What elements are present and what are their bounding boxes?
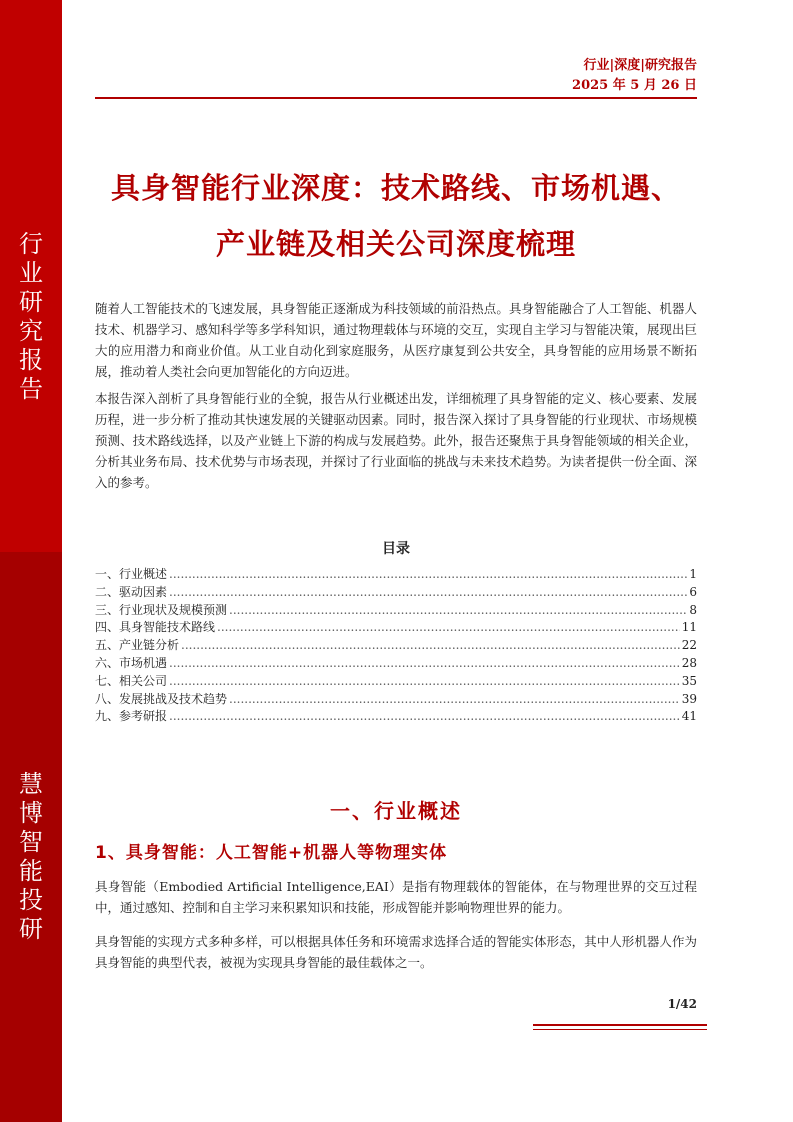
title-line-2: 产业链及相关公司深度梳理 <box>215 227 576 261</box>
intro-paragraph-1: 随着人工智能技术的飞速发展，具身智能正逐渐成为科技领域的前沿热点。具身智能融合了人工智能、机器人技术、机器学习、感知科学等多学科知识，通过物理载体与环境的交互，实现自主学习与智能决策，展现出巨大的应用潜力和商业价值。从工业自动化到家庭服务，从医疗康复到公共安全，具身智能的应用场景不断拓展，推动着人类社会向更加智能化的方向迈进。 <box>95 301 697 379</box>
toc-item[interactable]: 三、行业现状及规模预测 ..... 8 <box>95 602 697 620</box>
section-paragraph-1: 具身智能（Embodied Artificial Intelligence,EAI）是指有物理载体的智能体，在与物理世界的交互过程中，通过感知、控制和自主学习来积累知识和技能，形成智能并影响物理世界的能力。 <box>95 879 697 915</box>
sidebar <box>0 0 62 1122</box>
footer-divider-thin <box>533 1029 707 1030</box>
toc-item[interactable]: 九、参考研报 ..... 41 <box>95 708 697 726</box>
title-line-1: 具身智能行业深度：技术路线、市场机遇、 <box>110 171 681 205</box>
section-paragraph-2: 具身智能的实现方式多种多样，可以根据具体任务和环境需求选择合适的智能实体形态，其中人形机器人作为具身智能的典型代表，被视为实现具身智能的最佳载体之一。 <box>95 934 697 970</box>
toc-item[interactable]: 八、发展挑战及技术趋势 ..... 39 <box>95 691 697 709</box>
report-date: 2025 年 5 月 26 日 <box>572 78 697 93</box>
sidebar-label-brand: 慧 博 智 能 投 研 <box>19 770 43 943</box>
toc-item[interactable]: 二、驱动因素 ..... 6 <box>95 584 697 602</box>
intro-paragraph-2: 本报告深入剖析了具身智能行业的全貌，报告从行业概述出发，详细梳理了具身智能的定义、核心要素、发展历程，进一步分析了推动其快速发展的关键驱动因素。同时，报告深入探讨了具身智能的行业现状、市场规模预测、技术路线选择，以及产业链上下游的构成与发展趋势。此外，报告还聚焦于具身智能领域的相关企业，分析其业务布局、技术优势与市场表现，并探讨了行业面临的挑战与未来技术趋势。为读者提供一份全面、深入的参考。 <box>95 391 697 490</box>
toc-item[interactable]: 一、行业概述 ..... 1 <box>95 566 697 584</box>
section-heading: 一、行业概述 <box>330 799 462 823</box>
subsection-heading: 1、具身智能：人工智能+机器人等物理实体 <box>95 843 448 863</box>
header-divider <box>95 97 697 99</box>
table-of-contents <box>95 566 697 726</box>
page-number: 1/42 <box>667 997 697 1011</box>
toc-item[interactable]: 六、市场机遇 ..... 28 <box>95 655 697 673</box>
report-category: 行业|深度|研究报告 <box>583 58 697 73</box>
page-header <box>572 56 697 96</box>
page-title <box>95 160 697 272</box>
footer-divider <box>533 1024 707 1026</box>
toc-title: 目录 <box>382 541 410 557</box>
toc-item[interactable]: 五、产业链分析 ..... 22 <box>95 637 697 655</box>
toc-item[interactable]: 四、具身智能技术路线 ..... 11 <box>95 619 697 637</box>
sidebar-label-report-type: 行 业 研 究 报 告 <box>19 230 43 403</box>
toc-item[interactable]: 七、相关公司 ..... 35 <box>95 673 697 691</box>
